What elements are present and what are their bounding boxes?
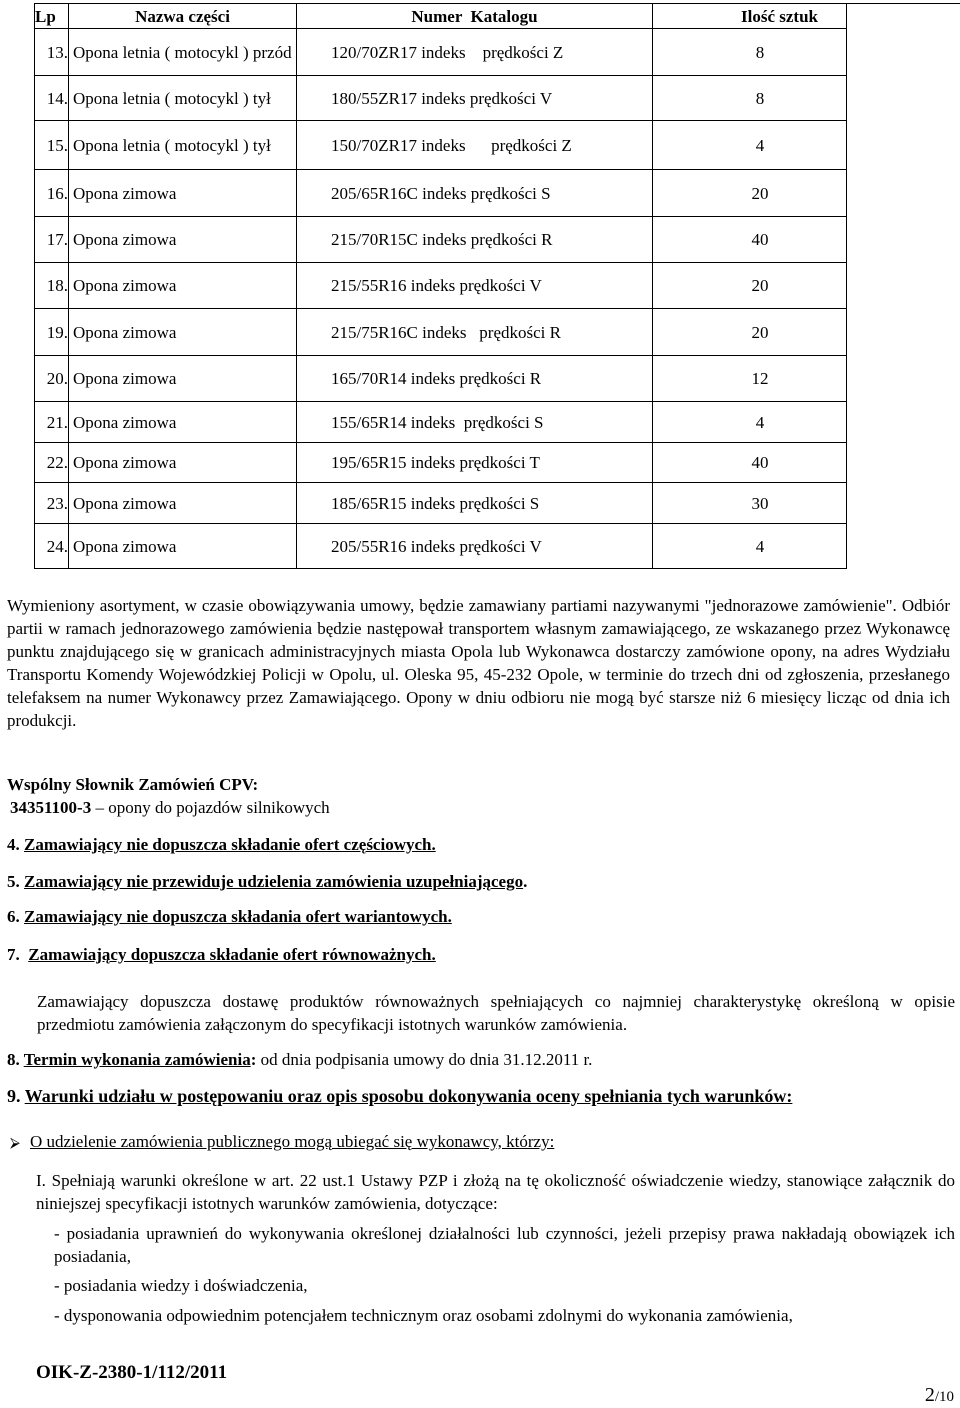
page-current: 2 xyxy=(924,1384,935,1406)
section-8-number: 8. xyxy=(7,1050,24,1069)
table-row xyxy=(35,483,847,524)
row-catalog-number: 180/55ZR17 indeks prędkości V xyxy=(297,76,653,121)
row-lp: 22. xyxy=(35,443,69,483)
section-8-colon: : xyxy=(250,1050,257,1069)
condition-dash-1: - posiadania uprawnień do wykonywania określonej działalności lub czynności, jeżeli przepisy prawa nakładają obowiązek ich posiadania, xyxy=(54,1224,955,1266)
row-part-name: Opona zimowa xyxy=(69,309,297,356)
row-part-name: Opona zimowa xyxy=(69,170,297,217)
row-catalog-number: 215/75R16C indeks prędkości R xyxy=(297,309,653,356)
row-part-name: Opona zimowa xyxy=(69,402,297,443)
row-part-name: Opona letnia ( motocykl ) tył xyxy=(69,76,297,121)
row-quantity: 30 xyxy=(653,483,847,524)
header-lp: Lp xyxy=(35,4,69,29)
row-part-name: Opona zimowa xyxy=(69,524,297,569)
section-5 xyxy=(7,871,527,893)
cpv-entry xyxy=(10,797,330,819)
condition-dash-3: - dysponowania odpowiednim potencjałem technicznym oraz osobami zdolnymi do wykonania zamówienia, xyxy=(54,1306,793,1325)
section-6-number: 6. xyxy=(7,907,24,926)
section-4 xyxy=(7,834,436,856)
row-quantity: 8 xyxy=(653,29,847,76)
section-5-number: 5. xyxy=(7,872,24,891)
row-lp: 18. xyxy=(35,263,69,309)
row-part-name: Opona letnia ( motocykl ) przód xyxy=(69,29,297,76)
row-quantity: 8 xyxy=(653,76,847,121)
row-lp: 24. xyxy=(35,524,69,569)
row-part-name: Opona zimowa xyxy=(69,443,297,483)
page-number xyxy=(925,1384,954,1407)
table-row xyxy=(35,29,847,76)
header-rule xyxy=(846,3,960,4)
table-row xyxy=(35,217,847,263)
row-lp: 21. xyxy=(35,402,69,443)
row-catalog-number: 205/55R16 indeks prędkości V xyxy=(297,524,653,569)
row-catalog-number: 195/65R15 indeks prędkości T xyxy=(297,443,653,483)
row-part-name: Opona zimowa xyxy=(69,356,297,402)
table-row xyxy=(35,356,847,402)
header-catalog-number: Numer Katalogu xyxy=(297,4,653,29)
row-lp: 14. xyxy=(35,76,69,121)
row-catalog-number: 165/70R14 indeks prędkości R xyxy=(297,356,653,402)
row-part-name: Opona zimowa xyxy=(69,483,297,524)
row-catalog-number: 120/70ZR17 indeks prędkości Z xyxy=(297,29,653,76)
section-5-period: . xyxy=(523,872,528,891)
row-quantity: 4 xyxy=(653,121,847,170)
table-row xyxy=(35,524,847,569)
arrow-bullet-icon: ⮚ xyxy=(10,1135,20,1151)
row-quantity: 20 xyxy=(653,170,847,217)
section-9-title: Warunki udziału w postępowaniu oraz opis sposobu dokonywania oceny spełniania tych warunków: xyxy=(24,1086,793,1106)
condition-1 xyxy=(36,1169,955,1215)
row-catalog-number: 150/70ZR17 indeks prędkości Z xyxy=(297,121,653,170)
row-quantity: 4 xyxy=(653,524,847,569)
section-7 xyxy=(7,944,436,966)
row-catalog-number: 215/55R16 indeks prędkości V xyxy=(297,263,653,309)
row-lp: 13. xyxy=(35,29,69,76)
cpv-code: 34351100-3 xyxy=(10,798,92,817)
row-catalog-number: 215/70R15C indeks prędkości R xyxy=(297,217,653,263)
table-row xyxy=(35,121,847,170)
section-9-number: 9. xyxy=(7,1086,25,1106)
table-header-row xyxy=(35,4,847,29)
equivalent-products-paragraph: Zamawiający dopuszcza dostawę produktów równoważnych spełniających co najmniej charakterystykę określoną w opisie przedmiotu zamówienia załączonym do specyfikacji istotnych warunków zamówienia. xyxy=(37,992,955,1034)
row-lp: 20. xyxy=(35,356,69,402)
cpv-description: – opony do pojazdów silnikowych xyxy=(91,798,330,817)
row-quantity: 20 xyxy=(653,309,847,356)
row-lp: 17. xyxy=(35,217,69,263)
condition-1-text: I. Spełniają warunki określone w art. 22 ust.1 Ustawy PZP i złożą na tę okoliczność oświadczenie wiedzy, stanowiące załącznik do niniejszej specyfikacji istotnych warunków zamówienia, dotyczące: xyxy=(36,1171,955,1213)
cpv-heading: Wspólny Słownik Zamówień CPV: xyxy=(7,775,259,794)
row-part-name: Opona zimowa xyxy=(69,263,297,309)
eligibility-bullet-text: O udzielenie zamówienia publicznego mogą ubiegać się wykonawcy, którzy: xyxy=(30,1132,555,1151)
row-part-name: Opona zimowa xyxy=(69,217,297,263)
section-7-title: Zamawiający dopuszcza składanie ofert równoważnych. xyxy=(28,945,436,964)
row-lp: 23. xyxy=(35,483,69,524)
row-catalog-number: 155/65R14 indeks prędkości S xyxy=(297,402,653,443)
header-quantity: Ilość sztuk xyxy=(653,4,847,29)
document-reference-code: OIK-Z-2380-1/112/2011 xyxy=(36,1362,228,1383)
header-part-name: Nazwa części xyxy=(69,4,297,29)
section-8-title: Termin wykonania zamówienia xyxy=(23,1050,251,1069)
row-catalog-number: 205/65R16C indeks prędkości S xyxy=(297,170,653,217)
row-catalog-number: 185/65R15 indeks prędkości S xyxy=(297,483,653,524)
table-row xyxy=(35,402,847,443)
section-9 xyxy=(7,1085,955,1107)
section-8-deadline: od dnia podpisania umowy do dnia 31.12.2011 r. xyxy=(256,1050,593,1069)
condition-dash-2: - posiadania wiedzy i doświadczenia, xyxy=(54,1276,308,1295)
row-quantity: 4 xyxy=(653,402,847,443)
row-lp: 16. xyxy=(35,170,69,217)
delivery-paragraph: Wymieniony asortyment, w czasie obowiązywania umowy, będzie zamawiany partiami nazywanymi "jednorazowe zamówienie". Odbiór partii w ramach jednorazowego zamówienia będzie następował transportem własnym zamawiającego, ze wskazanego przez Wykonawcę punktu znajdującego się w granicach administracyjnych miasta Opola lub Wykonawca dostarczy zamówione opony, na adres Wydziału Transportu Komendy Wojewódzkiej Policji w Opolu, ul. Oleska 95, 45-232 Opole, w terminie do trzech dni od zgłoszenia, przesłanego telefaksem na numer Wykonawcy przez Zamawiającego. Opony w dniu odbioru nie mogą być starsze niż 6 miesięcy licząc od dnia ich produkcji. xyxy=(7,596,950,730)
eligibility-bullet xyxy=(10,1131,554,1154)
section-8 xyxy=(7,1049,592,1071)
section-5-title: Zamawiający nie przewiduje udzielenia zamówienia uzupełniającego xyxy=(24,872,524,891)
row-quantity: 12 xyxy=(653,356,847,402)
table-row xyxy=(35,170,847,217)
row-quantity: 40 xyxy=(653,217,847,263)
table-row xyxy=(35,309,847,356)
section-6-title: Zamawiający nie dopuszcza składania ofert wariantowych. xyxy=(24,907,452,926)
row-lp: 19. xyxy=(35,309,69,356)
row-quantity: 40 xyxy=(653,443,847,483)
section-6 xyxy=(7,906,452,928)
parts-table xyxy=(34,3,847,569)
section-4-number: 4. xyxy=(7,835,24,854)
page-total: /10 xyxy=(934,1389,954,1405)
row-lp: 15. xyxy=(35,121,69,170)
section-4-title: Zamawiający nie dopuszcza składanie ofert częściowych. xyxy=(24,835,436,854)
section-7-number: 7. xyxy=(7,945,29,964)
table-row xyxy=(35,263,847,309)
row-part-name: Opona letnia ( motocykl ) tył xyxy=(69,121,297,170)
table-row xyxy=(35,443,847,483)
table-row xyxy=(35,76,847,121)
row-quantity: 20 xyxy=(653,263,847,309)
